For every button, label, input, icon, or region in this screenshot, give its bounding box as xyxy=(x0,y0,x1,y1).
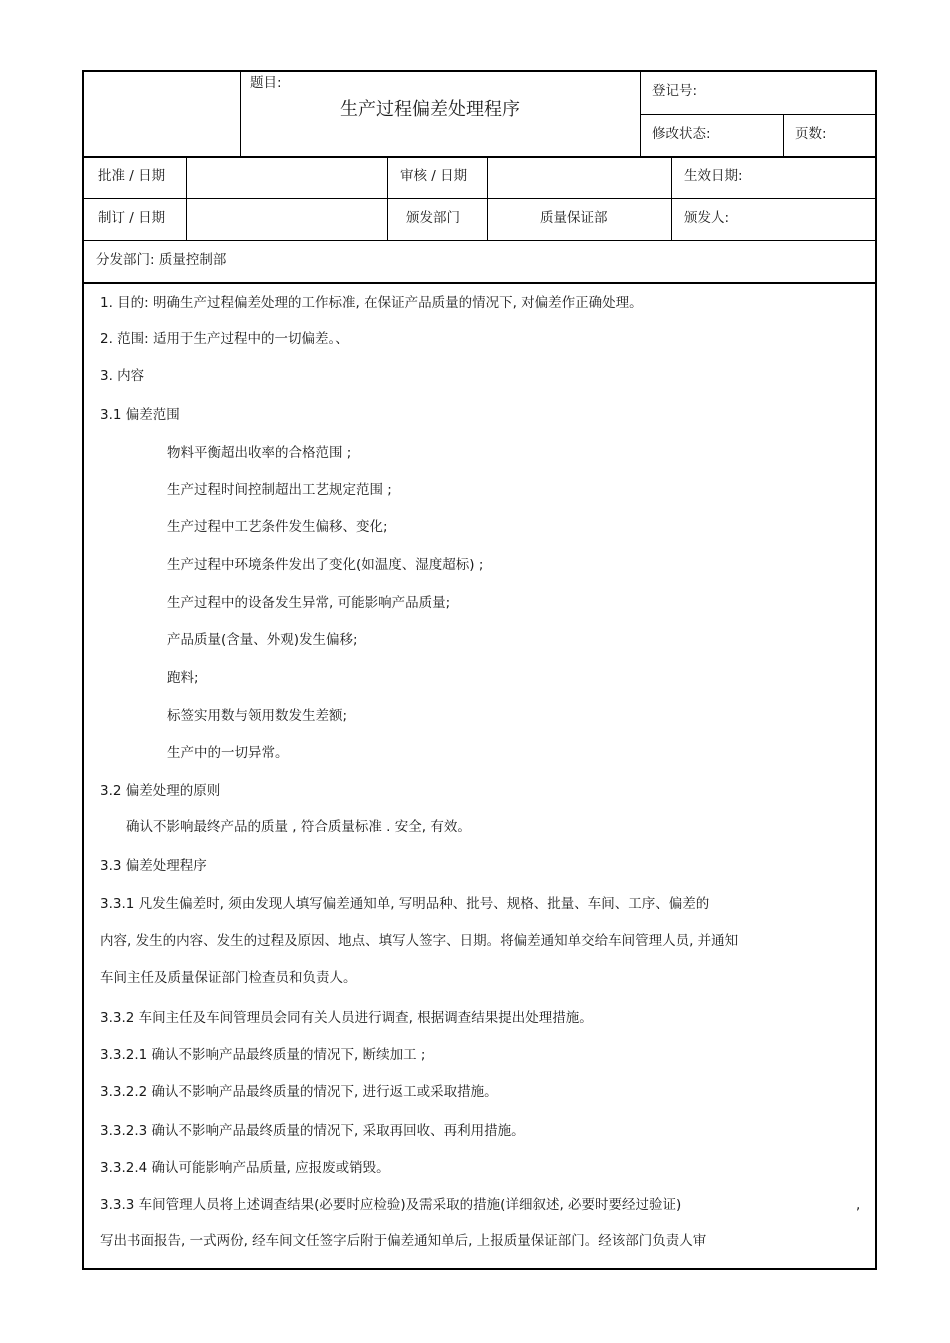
review-date-label: 审核 / 日期 xyxy=(400,168,468,184)
scope-item: 生产过程中环境条件发出了变化(如温度、湿度超标) ; xyxy=(167,557,484,573)
table-rule xyxy=(83,198,876,199)
table-rule xyxy=(83,240,876,241)
scope-item: 生产过程时间控制超出工艺规定范围 ; xyxy=(167,482,392,498)
scope-item: 跑料; xyxy=(167,670,199,686)
procedure-paragraph: 3.3.2.3 确认不影响产品最终质量的情况下, 采取再回收、再利用措施。 xyxy=(100,1123,525,1139)
effective-date-label: 生效日期: xyxy=(684,168,743,184)
scope-item: 产品质量(含量、外观)发生偏移; xyxy=(167,632,358,648)
procedure-paragraph: 3.3.2.4 确认可能影响产品质量, 应报废或销毁。 xyxy=(100,1160,390,1176)
section-purpose: 1. 目的: 明确生产过程偏差处理的工作标准, 在保证产品质量的情况下, 对偏差作正确处理。 xyxy=(100,295,643,311)
table-col-rule xyxy=(186,157,187,240)
principles-text: 确认不影响最终产品的质量 , 符合质量标准 . 安全, 有效。 xyxy=(126,819,471,835)
procedure-paragraph: 3.3.2 车间主任及车间管理员会同有关人员进行调查, 根据调查结果提出处理措施。 xyxy=(100,1010,593,1026)
issuing-dept-label: 颁发部门 xyxy=(406,210,460,226)
header-divider xyxy=(640,114,876,115)
scope-item: 生产中的一切异常。 xyxy=(167,745,289,761)
header-divider xyxy=(783,114,784,157)
table-rule xyxy=(83,282,876,284)
issuer-label: 颁发人: xyxy=(684,210,730,226)
title-label: 题目: xyxy=(250,75,282,91)
scope-item: 物料平衡超出收率的合格范围 ; xyxy=(167,445,352,461)
procedure-paragraph: 车间主任及质量保证部门检查员和负责人。 xyxy=(100,970,357,986)
section-scope: 2. 范围: 适用于生产过程中的一切偏差。、 xyxy=(100,331,349,347)
scope-item: 生产过程中的设备发生异常, 可能影响产品质量; xyxy=(167,595,451,611)
approve-date-label: 批准 / 日期 xyxy=(98,168,166,184)
subsection-procedure: 3.3 偏差处理程序 xyxy=(100,858,207,874)
procedure-paragraph: 3.3.2.2 确认不影响产品最终质量的情况下, 进行返工或采取措施。 xyxy=(100,1084,498,1100)
distribution-dept: 分发部门: 质量控制部 xyxy=(96,252,227,268)
subsection-principles: 3.2 偏差处理的原则 xyxy=(100,783,221,799)
scope-item: 生产过程中工艺条件发生偏移、变化; xyxy=(167,519,388,535)
procedure-paragraph: 3.3.3 车间管理人员将上述调查结果(必要时应检验)及需采取的措施(详细叙述, 必要时要经过验证) xyxy=(100,1197,682,1213)
scope-item: 标签实用数与领用数发生差额; xyxy=(167,708,348,724)
document-title: 生产过程偏差处理程序 xyxy=(340,99,520,120)
revision-status-label: 修改状态: xyxy=(652,126,711,142)
procedure-paragraph: 写出书面报告, 一式两份, 经车间文任签字后附于偏差通知单后, 上报质量保证部门。经该部门负责人审 xyxy=(100,1233,707,1249)
header-bottom-rule xyxy=(83,156,876,158)
procedure-paragraph-tail: , xyxy=(856,1197,861,1213)
registration-number-label: 登记号: xyxy=(652,83,698,99)
procedure-paragraph: 3.3.1 凡发生偏差时, 须由发现人填写偏差通知单, 写明品种、批号、规格、批量、车间、工序、偏差的 xyxy=(100,896,710,912)
table-col-rule xyxy=(671,157,672,240)
draft-date-label: 制订 / 日期 xyxy=(98,210,166,226)
header-divider xyxy=(240,71,241,157)
page-count-label: 页数: xyxy=(795,126,827,142)
section-content-heading: 3. 内容 xyxy=(100,368,145,384)
issuing-dept-value: 质量保证部 xyxy=(540,210,608,226)
table-col-rule xyxy=(387,157,388,240)
table-col-rule xyxy=(487,157,488,240)
subsection-deviation-scope: 3.1 偏差范围 xyxy=(100,407,180,423)
procedure-paragraph: 内容, 发生的内容、发生的过程及原因、地点、填写人签字、日期。将偏差通知单交给车间管理人员, 并通知 xyxy=(100,933,739,949)
procedure-paragraph: 3.3.2.1 确认不影响产品最终质量的情况下, 断续加工 ; xyxy=(100,1047,426,1063)
